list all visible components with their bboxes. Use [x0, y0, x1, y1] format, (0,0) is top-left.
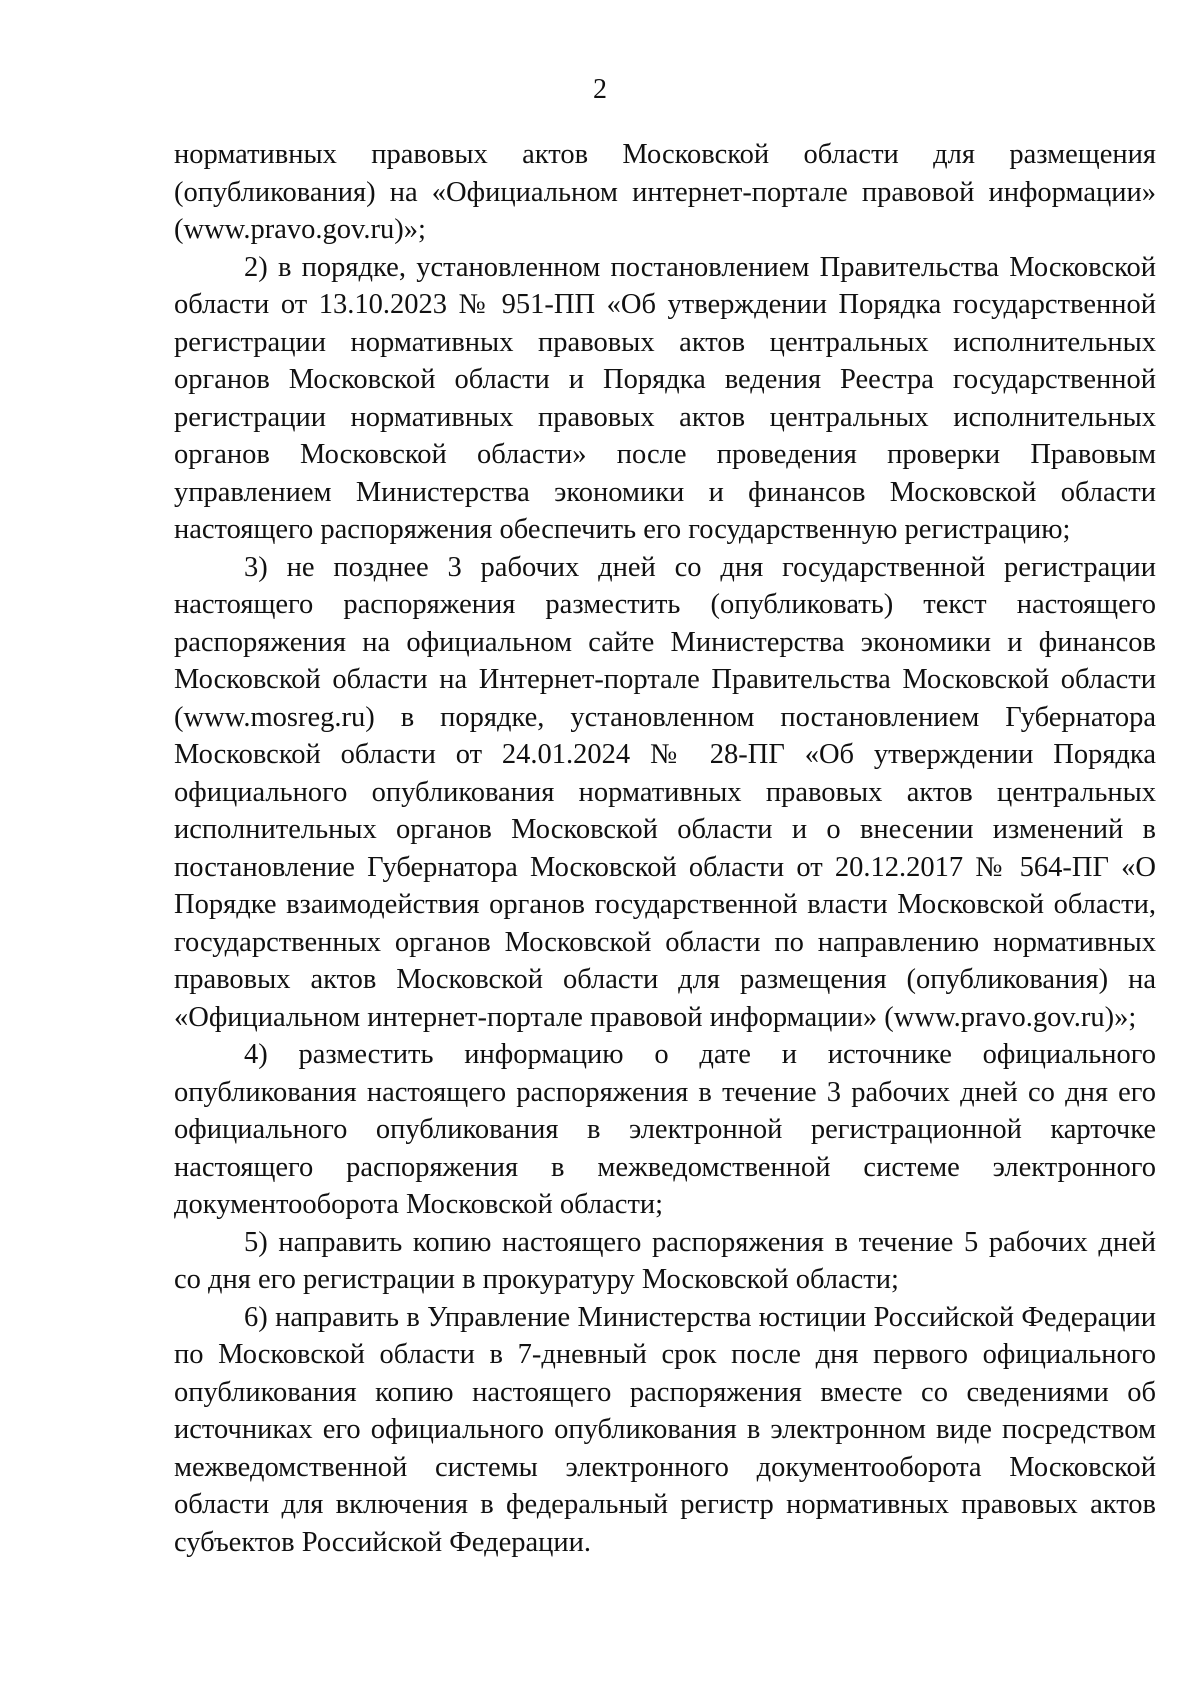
paragraph-item-6: 6) направить в Управление Министерства юстиции Российской Федерации по Московской области в 7-дневный срок после дня первого официального опубликования копию настоящего распоряжения вместе со сведениями об источниках его официального опубликования в электронном виде посредством межведомственной системы электронного документооборота Московской области для включения в федеральный регистр нормативных правовых актов субъектов Российской Федерации.: [174, 1301, 1156, 1558]
paragraph-item-2: 2) в порядке, установленном постановлением Правительства Московской области от 13.10.2023 № 951-ПП «Об утверждении Порядка государственной регистрации нормативных правовых актов центральных исполнительных органов Московской области и Порядка ведения Реестра государственной регистрации нормативных правовых актов центральных исполнительных органов Московской области» после проведения проверки Правовым управлением Министерства экономики и финансов Московской области настоящего распоряжения обеспечить его государственную регистрацию;: [174, 251, 1156, 545]
page-number: 2: [593, 74, 607, 105]
paragraph-item-5: 5) направить копию настоящего распоряжения в течение 5 рабочих дней со дня его регистрации в прокуратуру Московской области;: [174, 1226, 1156, 1295]
paragraph-item-4: 4) разместить информацию о дате и источнике официального опубликования настоящего распоряжения в течение 3 рабочих дней со дня его официального опубликования в электронной регистрационной карточке настоящего распоряжения в межведомственной системе электронного документооборота Московской области;: [174, 1039, 1156, 1220]
paragraph-item-3: 3) не позднее 3 рабочих дней со дня государственной регистрации настоящего распоряжения разместить (опубликовать) текст настоящего распоряжения на официальном сайте Министерства экономики и финансов Московской области на Интернет-портале Правительства Московской области (www.mosreg.ru) в порядке, установленном постановлением Губернатора Московской области от 24.01.2024 № 28-ПГ «Об утверждении Порядка официального опубликования нормативных правовых актов центральных исполнительных органов Московской области и о внесении изменений в постановление Губернатора Московской области от 20.12.2017 № 564-ПГ «О Порядке взаимодействия органов государственной власти Московской области, государственных органов Московской области по направлению нормативных правовых актов Московской области для размещения (опубликования) на «Официальном интернет-портале правовой информации» (www.pravo.gov.ru)»;: [174, 551, 1156, 1033]
document-body: [174, 136, 1156, 1561]
paragraph-continuation: нормативных правовых актов Московской области для размещения (опубликования) на «Официальном интернет-портале правовой информации» (www.pravo.gov.ru)»;: [174, 139, 1156, 245]
